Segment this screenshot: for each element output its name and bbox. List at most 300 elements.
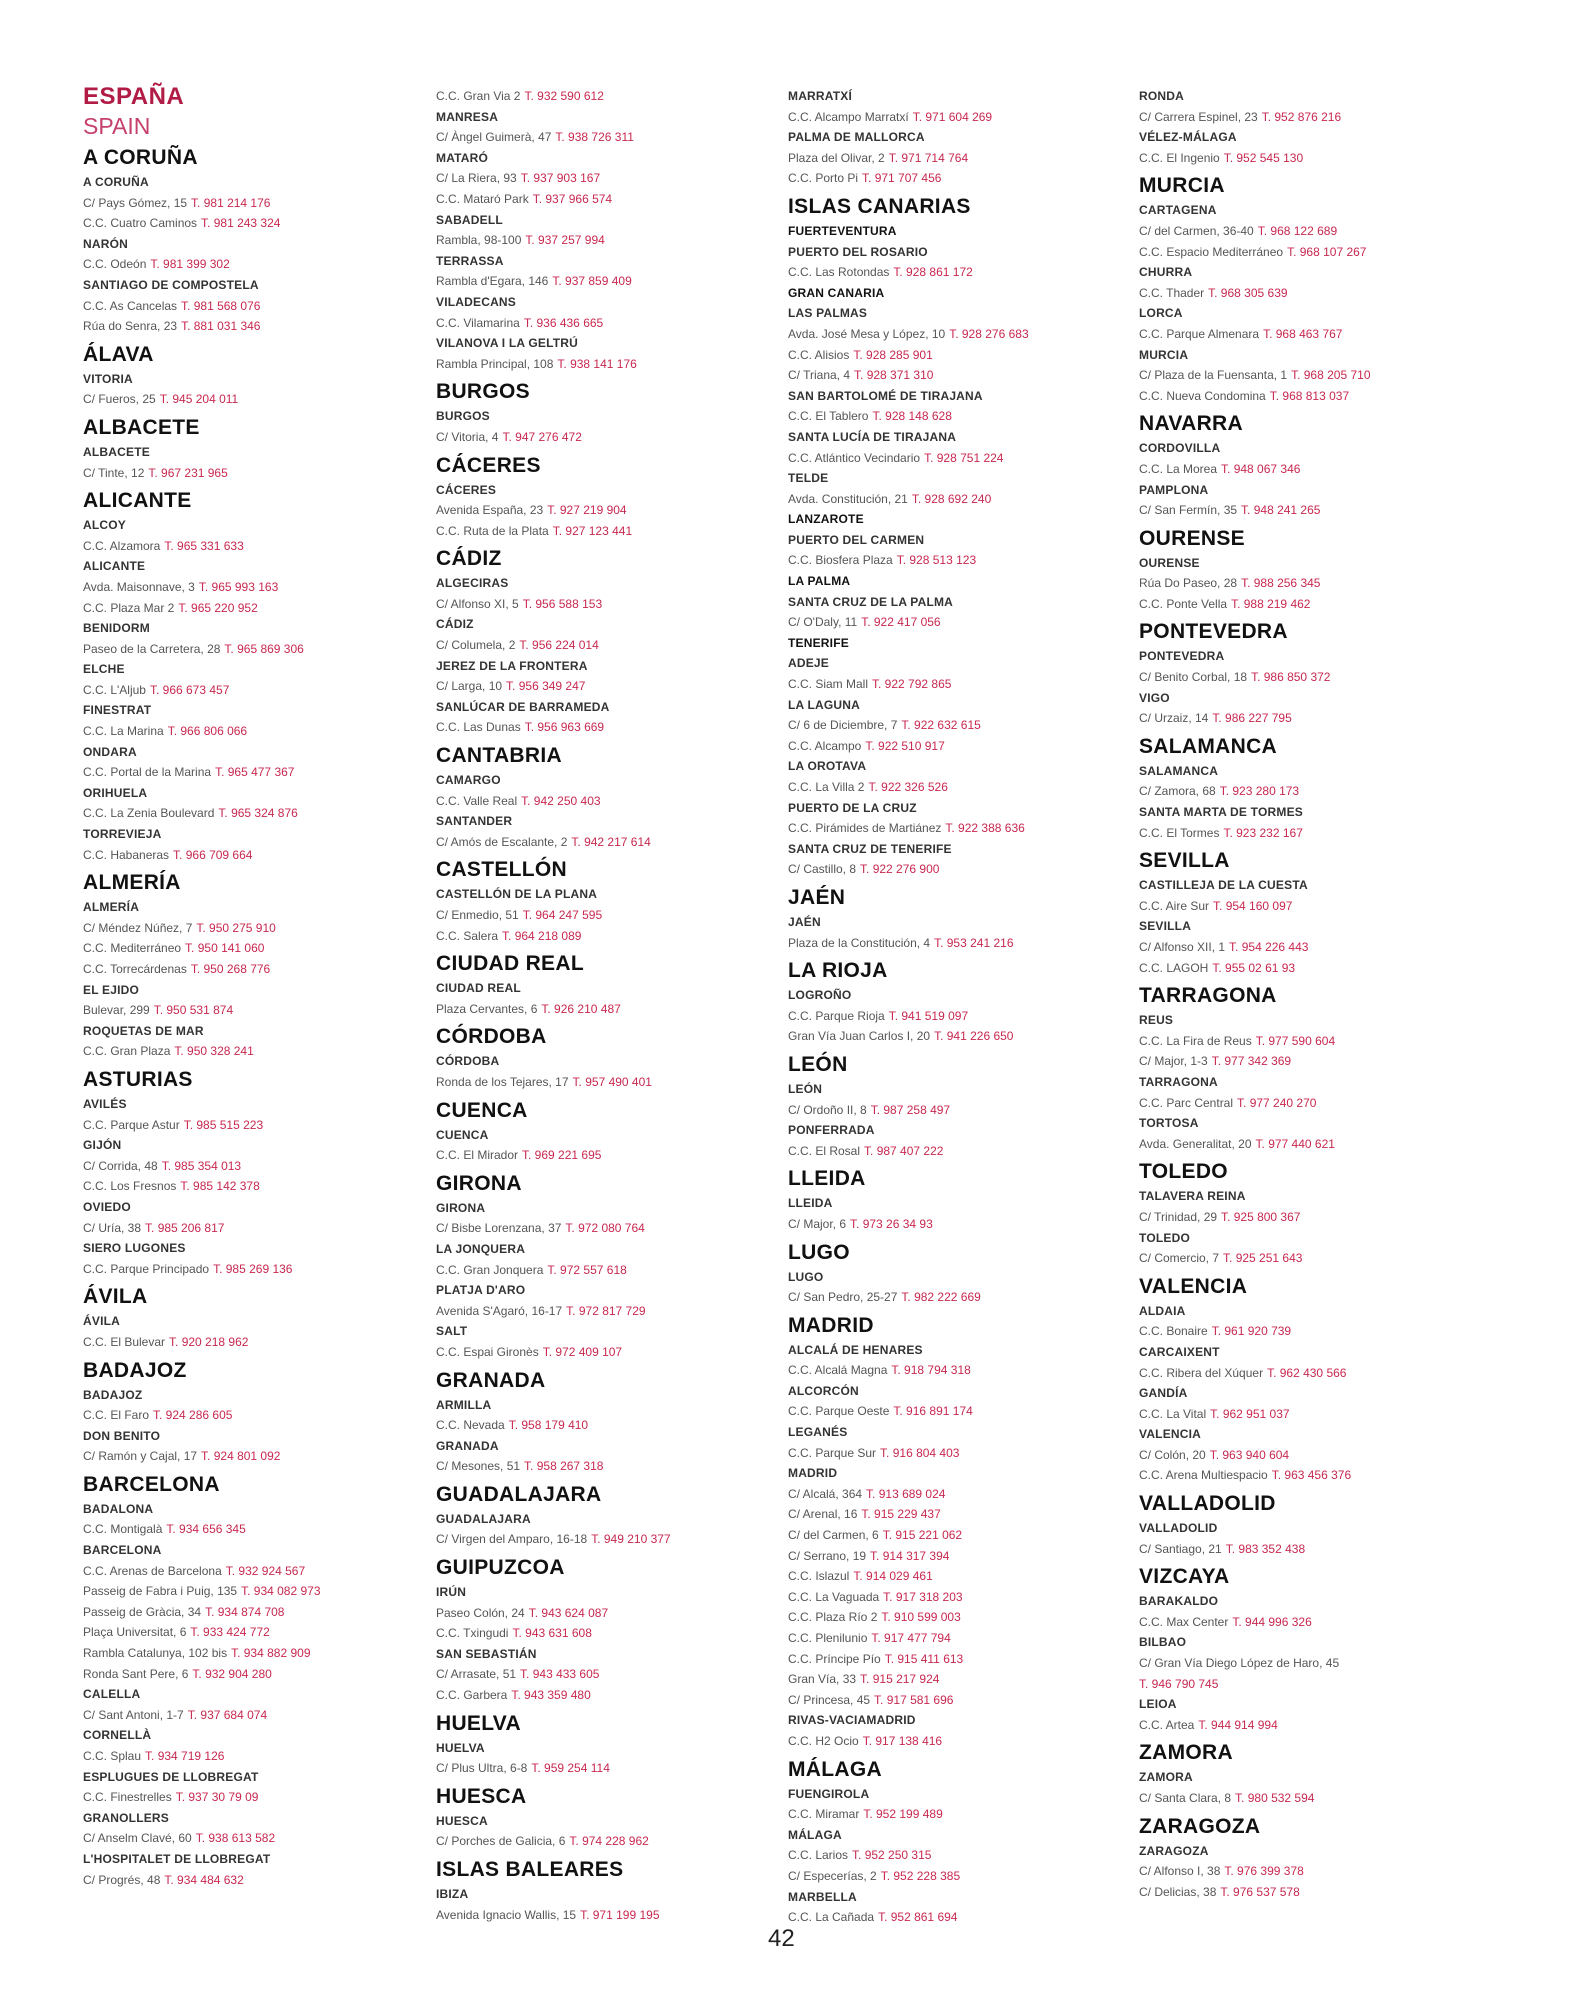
- province-heading: SEVILLA: [1139, 849, 1230, 873]
- store-address: Avenida Ignacio Wallis, 15: [436, 1907, 577, 1922]
- store-entry: [788, 324, 1128, 345]
- store-phone: T. 923 232 167: [1223, 825, 1303, 840]
- store-entry: [788, 1607, 1128, 1628]
- store-address: Avenida España, 23: [436, 503, 544, 518]
- store-entry: [83, 1218, 423, 1239]
- store-address: C/ Comercio, 7: [1139, 1251, 1220, 1266]
- store-address: Gran Vía, 33: [788, 1672, 857, 1687]
- province-heading: MADRID: [788, 1313, 874, 1337]
- store-entry: [1139, 958, 1479, 979]
- city-name: ALCORCÓN: [788, 1383, 859, 1398]
- store-phone: T. 916 891 174: [893, 1404, 973, 1419]
- store-phone: T. 976 399 378: [1224, 1864, 1304, 1879]
- store-address: C.C. Plaza Río 2: [788, 1610, 878, 1625]
- province-heading: VALLADOLID: [1139, 1492, 1276, 1516]
- store-entry: [788, 1525, 1128, 1546]
- city-name: CASTILLEJA DE LA CUESTA: [1139, 878, 1308, 893]
- store-entry: [436, 594, 776, 615]
- store-phone: T. 973 26 34 93: [850, 1216, 933, 1231]
- store-address: Ronda de los Tejares, 17: [436, 1074, 569, 1089]
- store-phone: T. 934 484 632: [164, 1872, 244, 1887]
- city-name: MURCIA: [1139, 347, 1189, 362]
- store-list: [83, 143, 423, 1890]
- store-entry: [1139, 1465, 1479, 1486]
- store-entry: [436, 168, 776, 189]
- store-entry: [788, 1401, 1128, 1422]
- store-phone: T. 967 231 965: [148, 465, 228, 480]
- store-address: C.C. Príncipe Pío: [788, 1651, 881, 1666]
- city-name: BURGOS: [436, 409, 490, 424]
- province-heading: NAVARRA: [1139, 412, 1243, 436]
- city-name: GIRONA: [436, 1200, 486, 1215]
- city-name: NARÓN: [83, 236, 128, 251]
- store-entry: [436, 1685, 776, 1706]
- city-name: CHURRA: [1139, 265, 1193, 280]
- store-entry: [788, 107, 1128, 128]
- store-address: Avda. Maisonnave, 3: [83, 579, 195, 594]
- city-name: CALELLA: [83, 1687, 141, 1702]
- store-entry: [1139, 242, 1479, 263]
- province-heading: ASTURIAS: [83, 1067, 193, 1091]
- store-phone: T. 965 477 367: [215, 765, 295, 780]
- store-address: C.C. Cuatro Caminos: [83, 216, 198, 231]
- store-address: C.C. Ruta de la Plata: [436, 523, 549, 538]
- store-address: C/ Santiago, 21: [1139, 1541, 1222, 1556]
- city-name: ARMILLA: [436, 1397, 492, 1412]
- store-entry: [83, 1664, 423, 1685]
- store-address: C.C. Gran Plaza: [83, 1044, 171, 1059]
- city-name: ALCALÁ DE HENARES: [788, 1342, 923, 1357]
- store-entry: [788, 1669, 1128, 1690]
- province-heading: ALMERÍA: [83, 871, 181, 895]
- city-name: BADAJOZ: [83, 1387, 143, 1402]
- store-phone: T. 962 430 566: [1267, 1365, 1347, 1380]
- store-entry: [788, 1484, 1128, 1505]
- store-address: C/ Bisbe Lorenzana, 37: [436, 1221, 562, 1236]
- store-address: C/ Ramón y Cajal, 17: [83, 1449, 198, 1464]
- store-entry: [788, 1141, 1128, 1162]
- store-phone: T. 969 221 695: [522, 1148, 602, 1163]
- city-name: IRÚN: [436, 1585, 467, 1600]
- store-entry: [1139, 386, 1479, 407]
- store-address: C/ Alfonso XI, 5: [436, 596, 519, 611]
- column-1: [83, 82, 423, 1890]
- city-name: ALMERÍA: [83, 900, 140, 915]
- store-phone: T. 932 904 280: [192, 1666, 272, 1681]
- store-entry: [1139, 573, 1479, 594]
- store-phone: T. 944 996 326: [1232, 1614, 1312, 1629]
- store-address: C/ Alfonso XII, 1: [1139, 940, 1226, 954]
- city-name: A CORUÑA: [83, 175, 149, 189]
- store-entry: [436, 1260, 776, 1281]
- store-phone: T. 986 227 795: [1212, 711, 1292, 726]
- store-entry: [1139, 896, 1479, 917]
- store-entry: [83, 296, 423, 317]
- store-entry: [1139, 1861, 1479, 1882]
- city-name: ALCOY: [83, 518, 126, 533]
- store-entry: [788, 1866, 1128, 1887]
- province-heading: ALICANTE: [83, 489, 192, 513]
- store-entry: [788, 148, 1128, 169]
- city-name: CARCAIXENT: [1139, 1344, 1220, 1359]
- store-phone: T. 941 226 650: [934, 1029, 1014, 1044]
- store-phone: T. 938 141 176: [557, 356, 637, 371]
- city-name: MARRATXÍ: [788, 89, 853, 103]
- store-entry: [788, 818, 1128, 839]
- city-name: ONDARA: [83, 744, 137, 759]
- store-phone: T. 920 218 962: [169, 1334, 249, 1349]
- store-address: C.C. La Cañada: [788, 1910, 875, 1925]
- province-heading: A CORUÑA: [83, 146, 198, 169]
- store-phone: T. 941 519 097: [888, 1008, 969, 1023]
- store-phone: T. 934 082 973: [241, 1584, 321, 1599]
- store-address: C.C. Alisios: [788, 347, 850, 362]
- store-address: C.C. Espacio Mediterráneo: [1139, 244, 1284, 259]
- store-phone: T. 933 424 772: [190, 1625, 270, 1640]
- city-name: OURENSE: [1139, 555, 1200, 570]
- store-entry: [83, 463, 423, 484]
- store-phone: T. 977 590 604: [1255, 1033, 1336, 1048]
- store-entry: [1139, 500, 1479, 521]
- province-heading: CÁDIZ: [436, 547, 502, 571]
- city-name: SAN BARTOLOMÉ DE TIRAJANA: [788, 388, 983, 403]
- city-name: SAN SEBASTIÁN: [436, 1646, 537, 1661]
- store-address: C/ Sant Antoni, 1-7: [83, 1707, 184, 1722]
- store-phone: T. 962 951 037: [1210, 1406, 1290, 1421]
- city-name: CORNELLÀ: [83, 1728, 152, 1743]
- store-address: C/ Larga, 10: [436, 679, 503, 694]
- store-entry: [436, 1758, 776, 1779]
- store-address: Avda. José Mesa y López, 10: [788, 326, 946, 341]
- city-name: VILADECANS: [436, 294, 517, 309]
- store-entry: [1139, 781, 1479, 802]
- store-address: C.C. Nevada: [436, 1418, 505, 1433]
- store-phone: T. 922 326 526: [868, 780, 948, 794]
- province-heading: TARRAGONA: [1139, 984, 1277, 1008]
- province-heading: CÁCERES: [436, 453, 541, 477]
- store-entry: [83, 1519, 423, 1540]
- store-entry: [83, 536, 423, 557]
- store-address: C.C. El Tablero: [788, 409, 869, 424]
- store-address: C.C. Mataró Park: [436, 191, 529, 206]
- city-name: RIVAS-VACIAMADRID: [788, 1713, 916, 1728]
- province-heading: HUELVA: [436, 1711, 522, 1735]
- store-address: Bulevar, 299: [83, 1003, 150, 1018]
- store-address: C.C. Txingudi: [436, 1626, 509, 1641]
- city-name: ALGECIRAS: [436, 576, 509, 591]
- store-address: C/ Columela, 2: [436, 638, 516, 653]
- city-name: LEÓN: [788, 1081, 823, 1096]
- store-address: Plaça Universitat, 6: [83, 1625, 187, 1640]
- store-phone: T. 937 30 79 09: [175, 1790, 259, 1805]
- store-phone: T. 971 199 195: [580, 1907, 660, 1922]
- store-entry: [788, 1628, 1128, 1649]
- store-entry: [1139, 1134, 1479, 1155]
- store-entry: [83, 721, 423, 742]
- island-name: FUERTEVENTURA: [788, 223, 897, 238]
- city-name: LA OROTAVA: [788, 759, 867, 774]
- store-entry: [1139, 324, 1479, 345]
- store-address: C/ Carrera Espinel, 23: [1139, 109, 1258, 124]
- store-address: C.C. Alcampo: [788, 738, 862, 753]
- store-entry: [788, 365, 1128, 386]
- store-entry: [788, 859, 1128, 880]
- store-phone: T. 925 251 643: [1223, 1251, 1303, 1266]
- store-address: C/ del Carmen, 36-40: [1139, 223, 1254, 238]
- city-name: BARCELONA: [83, 1543, 162, 1558]
- city-name: ESPLUGUES DE LLOBREGAT: [83, 1769, 259, 1784]
- store-address: C.C. El Mirador: [436, 1148, 519, 1163]
- store-address: C.C. La Vital: [1139, 1406, 1207, 1421]
- store-address: C.C. Arena Multiespacio: [1139, 1468, 1268, 1483]
- store-address: C/ Colón, 20: [1139, 1447, 1206, 1462]
- store-address: C.C. Gran Jonquera: [436, 1262, 544, 1277]
- store-entry: [436, 1145, 776, 1166]
- city-name: MÁLAGA: [788, 1827, 842, 1842]
- store-address: C.C. L'Aljub: [83, 682, 146, 697]
- store-entry: [436, 1603, 776, 1624]
- store-phone: T. 952 250 315: [852, 1848, 932, 1863]
- store-entry: [1139, 1248, 1479, 1269]
- store-entry: [436, 127, 776, 148]
- store-address: Rambla Principal, 108: [436, 356, 554, 371]
- store-address: C/ San Fermín, 35: [1139, 503, 1238, 518]
- store-address: C.C. Biosfera Plaza: [788, 553, 893, 568]
- store-phone: T. 947 276 472: [502, 429, 582, 444]
- store-entry: [436, 832, 776, 853]
- store-entry: [83, 193, 423, 214]
- store-entry: [1139, 1363, 1479, 1384]
- city-name: TALAVERA REINA: [1139, 1189, 1246, 1204]
- city-name: ALICANTE: [83, 559, 146, 574]
- store-phone: T. 942 250 403: [521, 793, 601, 808]
- store-entry: [436, 635, 776, 656]
- store-phone: T. 932 924 567: [225, 1563, 306, 1578]
- store-phone: T. 958 179 410: [508, 1418, 589, 1433]
- store-address: C.C. Las Dunas: [436, 720, 521, 735]
- city-name: GANDÍA: [1139, 1386, 1188, 1401]
- city-name: LORCA: [1139, 306, 1183, 321]
- store-phone: T. 968 107 267: [1287, 244, 1367, 259]
- store-phone: T. 927 123 441: [552, 523, 633, 538]
- store-phone: T. 950 531 874: [153, 1003, 234, 1018]
- store-address: C/ Urzaiz, 14: [1139, 711, 1209, 726]
- city-name: CUENCA: [436, 1127, 489, 1142]
- city-name: CÁDIZ: [436, 617, 474, 632]
- store-address: C.C. Larios: [788, 1848, 849, 1863]
- store-entry: [83, 1259, 423, 1280]
- country-title: ESPAÑA: [83, 83, 185, 110]
- store-address: C.C. Mediterráneo: [83, 941, 182, 956]
- city-name: EL EJIDO: [83, 982, 140, 997]
- store-entry: [788, 489, 1128, 510]
- city-name: FINESTRAT: [83, 703, 152, 718]
- store-address: C.C. LAGOH: [1139, 960, 1209, 975]
- store-phone: T. 972 409 107: [542, 1344, 623, 1359]
- store-address: Paseo Colón, 24: [436, 1605, 525, 1620]
- store-entry: [788, 777, 1128, 798]
- store-address: Rúa do Senra, 23: [83, 319, 178, 334]
- store-phone: T. 937 684 074: [187, 1707, 268, 1722]
- store-entry: [1139, 1031, 1479, 1052]
- store-address: C.C. Parque Principado: [83, 1261, 210, 1276]
- store-phone: T. 981 214 176: [191, 195, 271, 210]
- store-address: C.C. Habaneras: [83, 847, 170, 862]
- province-heading: ISLAS BALEARES: [436, 1858, 624, 1881]
- store-phone: T. 959 254 114: [531, 1761, 610, 1776]
- store-address: C.C. La Zenia Boulevard: [83, 806, 215, 821]
- province-heading: GUIPUZCOA: [436, 1556, 565, 1580]
- store-address: C/ Uría, 38: [83, 1220, 142, 1235]
- store-address: C.C. Gran Via 2: [436, 89, 521, 103]
- city-name: CARTAGENA: [1139, 203, 1217, 218]
- city-name: PUERTO DEL CARMEN: [788, 532, 925, 547]
- store-phone: T. 986 850 372: [1251, 670, 1331, 685]
- store-entry: [83, 1746, 423, 1767]
- city-name: AVILÉS: [83, 1096, 127, 1111]
- store-address: C.C. Splau: [83, 1749, 142, 1763]
- store-phone: T. 956 224 014: [519, 638, 599, 653]
- city-name: MADRID: [788, 1466, 838, 1481]
- store-phone: T. 968 463 767: [1263, 326, 1343, 341]
- store-entry: [83, 762, 423, 783]
- store-address: C/ Amós de Escalante, 2: [436, 834, 568, 849]
- store-entry: [436, 1218, 776, 1239]
- province-heading: TOLEDO: [1139, 1160, 1228, 1184]
- store-phone: T. 966 673 457: [149, 682, 230, 697]
- store-phone: T. 881 031 346: [181, 319, 261, 334]
- store-phone: T. 965 993 163: [198, 579, 279, 594]
- store-entry: [1139, 1882, 1479, 1903]
- store-address: C.C. Max Center: [1139, 1614, 1229, 1629]
- city-name: TELDE: [788, 471, 829, 486]
- city-name: SALT: [436, 1324, 468, 1339]
- store-address: C.C. Alcalá Magna: [788, 1363, 888, 1378]
- city-name: LA LAGUNA: [788, 697, 861, 712]
- store-entry: [1139, 708, 1479, 729]
- store-entry: [788, 933, 1128, 954]
- island-name: GRAN CANARIA: [788, 285, 885, 300]
- store-phone: T. 987 258 497: [870, 1102, 951, 1117]
- province-heading: ÁLAVA: [83, 342, 154, 366]
- store-address: Ronda Sant Pere, 6: [83, 1666, 189, 1681]
- store-phone: T. 915 229 437: [861, 1507, 941, 1522]
- store-phone: T. 910 599 003: [881, 1610, 961, 1625]
- province-heading: ALBACETE: [83, 415, 200, 439]
- store-address: C/ Santa Clara, 8: [1139, 1791, 1232, 1805]
- store-entry: [83, 1176, 423, 1197]
- city-name: ZAMORA: [1139, 1770, 1193, 1785]
- store-phone: T. 934 719 126: [145, 1749, 225, 1763]
- store-phone: T. 932 590 612: [524, 89, 604, 103]
- store-phone: T. 963 940 604: [1209, 1447, 1290, 1462]
- store-entry: [1139, 1674, 1479, 1695]
- store-entry: [788, 1100, 1128, 1121]
- province-heading: LLEIDA: [788, 1167, 866, 1191]
- store-address: Rambla Catalunya, 102 bis: [83, 1646, 228, 1661]
- store-address: C/ Virgen del Amparo, 16-18: [436, 1532, 588, 1547]
- store-phone: T. 916 804 403: [880, 1445, 960, 1460]
- store-phone: T. 946 790 745: [1139, 1676, 1219, 1691]
- store-entry: [1139, 594, 1479, 615]
- city-name: CASTELLÓN DE LA PLANA: [436, 887, 598, 902]
- store-phone: T. 917 581 696: [874, 1692, 954, 1707]
- city-name: MARBELLA: [788, 1889, 857, 1904]
- store-phone: T. 953 241 216: [934, 935, 1014, 950]
- store-phone: T. 937 859 409: [552, 274, 632, 289]
- store-address: C/ Arrasate, 51: [436, 1667, 517, 1682]
- city-name: PAMPLONA: [1139, 482, 1209, 497]
- store-address: C.C. Los Fresnos: [83, 1179, 177, 1194]
- city-name: GRANADA: [436, 1438, 499, 1453]
- store-entry: [788, 1546, 1128, 1567]
- store-phone: T. 924 286 605: [153, 1408, 233, 1423]
- store-address: C.C. Artea: [1139, 1717, 1195, 1732]
- store-phone: T. 980 532 594: [1235, 1791, 1315, 1805]
- store-address: C.C. Parque Sur: [788, 1445, 877, 1460]
- store-phone: T. 971 714 764: [888, 150, 969, 165]
- store-phone: T. 913 689 024: [866, 1486, 946, 1501]
- store-address: C/ Gran Vía Diego López de Haro, 45: [1139, 1656, 1340, 1671]
- store-address: C.C. Arenas de Barcelona: [83, 1563, 222, 1578]
- store-phone: T. 985 142 378: [180, 1179, 260, 1194]
- country-subtitle: SPAIN: [83, 113, 151, 139]
- store-phone: T. 922 510 917: [865, 738, 945, 753]
- store-phone: T. 922 417 056: [861, 615, 941, 630]
- store-entry: [788, 1006, 1128, 1027]
- store-entry: [436, 1905, 776, 1926]
- store-address: Gran Vía Juan Carlos I, 20: [788, 1029, 931, 1044]
- store-phone: T. 938 613 582: [195, 1831, 276, 1846]
- province-heading: CANTABRIA: [436, 744, 562, 768]
- store-address: C.C. Parque Oeste: [788, 1404, 890, 1419]
- store-phone: T. 917 318 203: [883, 1589, 963, 1604]
- store-address: C.C. El Bulevar: [83, 1334, 166, 1349]
- store-address: Plaza de la Constitución, 4: [788, 935, 931, 950]
- store-phone: T. 928 861 172: [893, 265, 973, 280]
- store-address: C/ Progrés, 48: [83, 1872, 161, 1887]
- store-entry: [1139, 1404, 1479, 1425]
- store-entry: [436, 189, 776, 210]
- store-entry: [788, 448, 1128, 469]
- store-address: C/ Castillo, 8: [788, 862, 857, 877]
- city-name: GRANOLLERS: [83, 1810, 169, 1825]
- city-name: GUADALAJARA: [436, 1511, 531, 1526]
- store-address: C/ Benito Corbal, 18: [1139, 670, 1248, 685]
- store-phone: T. 934 656 345: [166, 1522, 246, 1537]
- store-phone: T. 965 331 633: [164, 538, 244, 553]
- store-phone: T. 965 869 306: [224, 641, 304, 656]
- store-list: [436, 86, 776, 1925]
- store-entry: [788, 1690, 1128, 1711]
- store-phone: T. 988 256 345: [1241, 576, 1321, 591]
- city-name: CIUDAD REAL: [436, 981, 521, 996]
- store-entry: [788, 1804, 1128, 1825]
- store-phone: T. 971 707 456: [862, 171, 942, 186]
- store-address: C/ Méndez Núñez, 7: [83, 920, 193, 935]
- city-name: ORIHUELA: [83, 785, 148, 800]
- store-entry: [788, 1587, 1128, 1608]
- store-address: C.C. As Cancelas: [83, 298, 178, 313]
- store-phone: T. 924 801 092: [201, 1449, 281, 1464]
- store-address: C.C. La Vaguada: [788, 1589, 880, 1604]
- store-address: C.C. Montigalà: [83, 1522, 163, 1537]
- city-name: BILBAO: [1139, 1635, 1187, 1650]
- store-phone: T. 928 276 683: [949, 326, 1029, 341]
- city-name: SANTANDER: [436, 814, 513, 829]
- store-entry: [788, 1845, 1128, 1866]
- store-phone: T. 985 269 136: [213, 1261, 293, 1276]
